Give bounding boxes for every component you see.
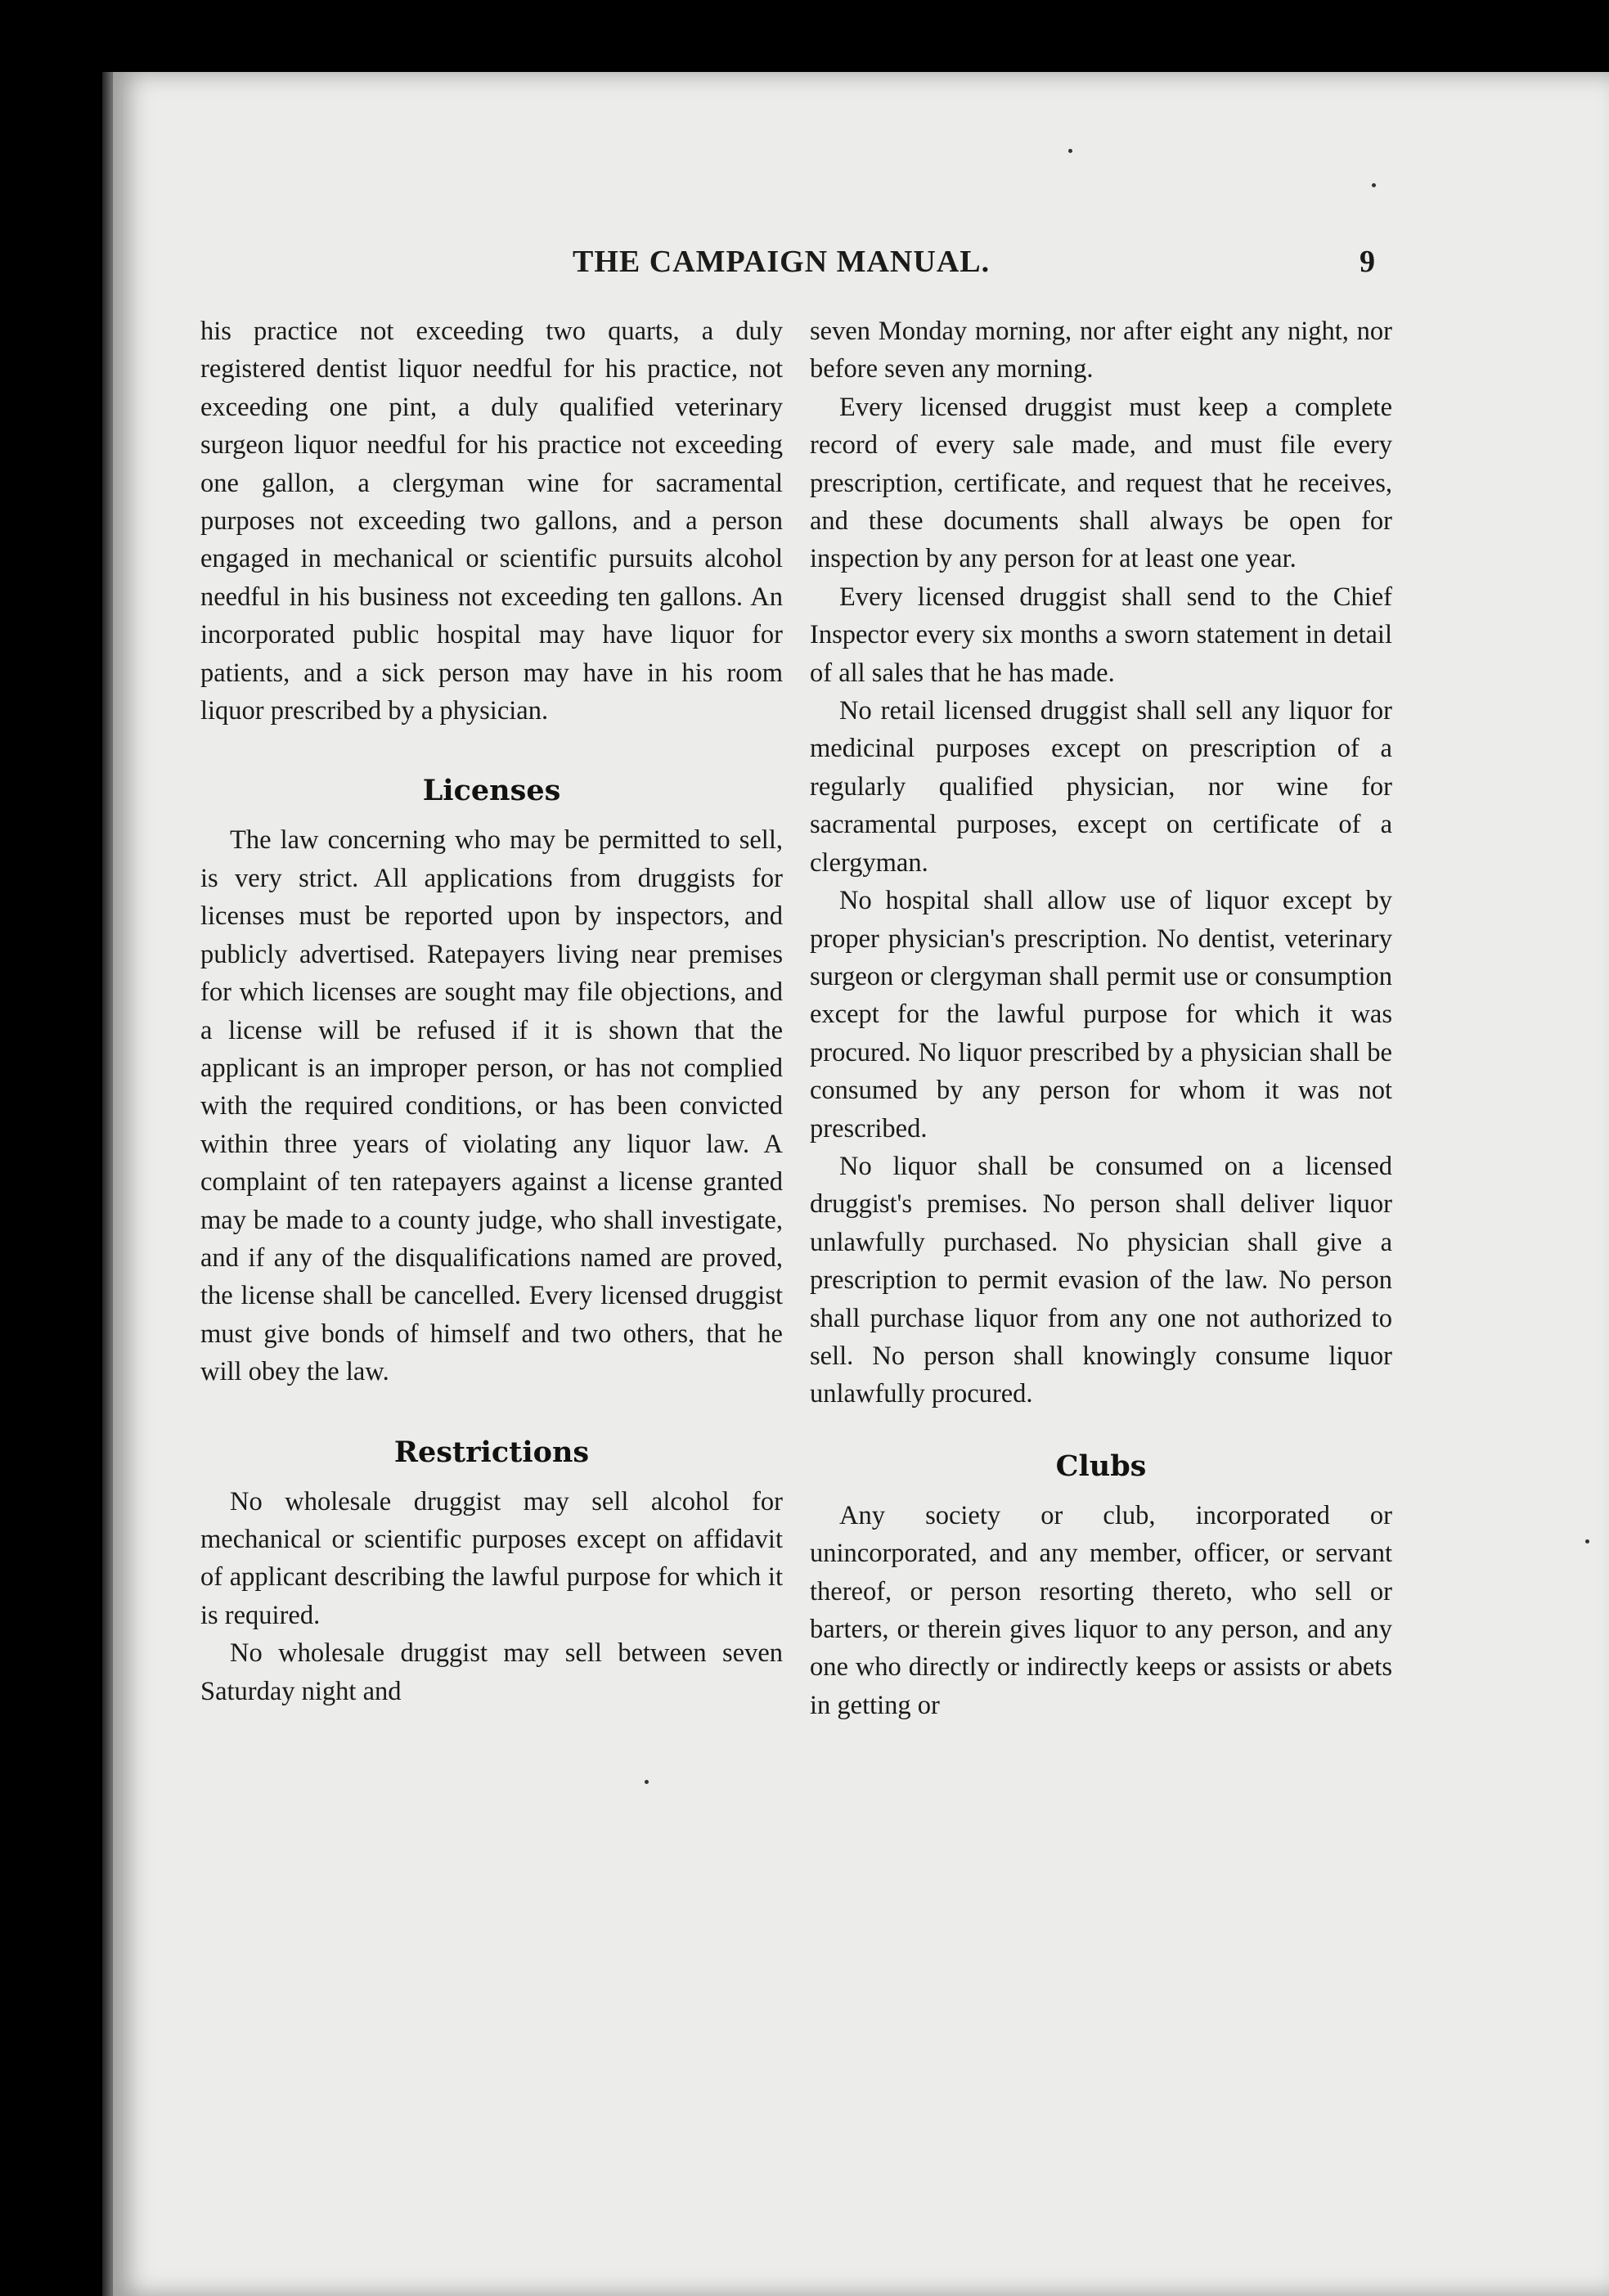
clubs-paragraph: Any society or club, incorporated or unincorporated, and any member, officer, or servant thereof, or person resorting thereto, who sell or barters, or therein gives liquor to any person, and any one who directly or indirectly keeps or assists or abets in getting or — [810, 1500, 1392, 1720]
licenses-heading: Licenses — [422, 774, 561, 808]
left-column — [200, 312, 783, 1710]
print-speck — [1585, 1539, 1589, 1543]
licenses-paragraph: The law concerning who may be permitted to sell, is very strict. All applications from druggists for licenses must be reported upon by inspectors, and publicly advertised. Ratepayers living near premises for which licenses are sought may file objections, and a license will be refused if it is shown that the applicant is an improper person, or has not complied with the required conditions, or has been convicted within three years of violating any liquor law. A complaint of ten ratepayers against a license granted may be made to a county judge, who shall investigate, and if any of the disqualifications named are proved, the license shall be cancelled. Every licensed druggist must give bonds of himself and two others, that he will obey the law. — [200, 825, 783, 1387]
record-paragraph: Every licensed druggist must keep a complete record of every sale made, and must file every prescription, certificate, and request that he receives, and these documents shall always be open for inspection by any person for at least one year. — [810, 392, 1392, 574]
continuation-paragraph: seven Monday morning, nor after eight any night, nor before seven any morning. — [810, 317, 1392, 384]
print-speck — [1068, 149, 1072, 153]
running-head: THE CAMPAIGN MANUAL. — [573, 245, 991, 279]
page-number: 9 — [1360, 245, 1376, 279]
restrictions-paragraph-2: No wholesale druggist may sell between seven Saturday night and — [200, 1638, 783, 1706]
consumption-paragraph: No liquor shall be consumed on a licensed druggist's premises. No person shall deliver liquor unlawfully purchased. No physician shall give a prescription to permit evasion of the law. No person shall purchase liquor from any one not authorized to sell. No person shall knowingly consume liquor unlawfully procured. — [810, 1151, 1392, 1409]
retail-paragraph: No retail licensed druggist shall sell any liquor for medicinal purposes except on prescription of a regularly qualified physician, nor wine for sacramental purposes, except on certificate of a clergyman. — [810, 696, 1392, 878]
statement-paragraph: Every licensed druggist shall send to the Chief Inspector every six months a sworn statement in detail of all sales that he has made. — [810, 582, 1392, 688]
print-speck — [645, 1780, 649, 1784]
hospital-paragraph: No hospital shall allow use of liquor except by proper physician's prescription. No dentist, veterinary surgeon or clergyman shall permit use or consumption except for the lawful purpose for which it was procured. No liquor prescribed by a physician shall be consumed by any person for whom it was not prescribed. — [810, 886, 1392, 1144]
restrictions-heading: Restrictions — [393, 1435, 590, 1469]
intro-paragraph: his practice not exceeding two quarts, a duly registered dentist liquor needful for his practice, not exceeding one pint, a duly qualified veterinary surgeon liquor needful for his practice not exceeding one gallon, a clergyman wine for sacramental purposes not exceeding two gallons, and a person engaged in mechanical or scientific pursuits alcohol needful in his business not exceeding ten gallons. An incorporated public hospital may have liquor for patients, and a sick person may have in his room liquor prescribed by a physician. — [200, 317, 783, 726]
right-column — [810, 312, 1392, 1724]
clubs-heading: Clubs — [1055, 1449, 1147, 1483]
print-speck — [1372, 183, 1376, 187]
page-header — [573, 244, 1391, 285]
restrictions-paragraph-1: No wholesale druggist may sell alcohol for mechanical or scientific purposes except on affidavit of applicant describing the lawful purpose for which it is required. — [200, 1486, 783, 1630]
